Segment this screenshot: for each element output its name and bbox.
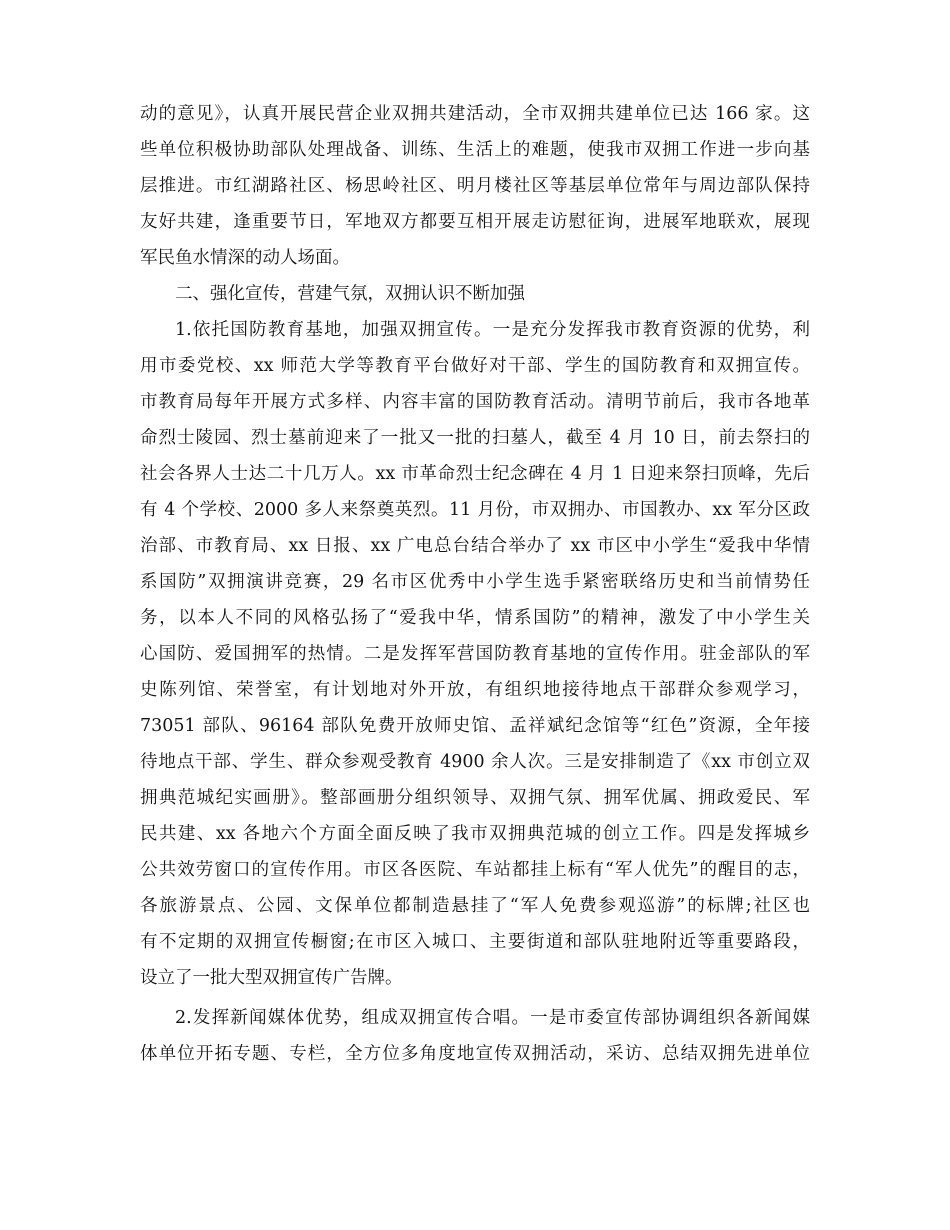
text-line: 1.依托国防教育基地，加强双拥宣传。一是充分发挥我市教育资源的优势，利 bbox=[175, 320, 810, 340]
text-line: 用市委党校、xx 师范大学等教育平台做好对干部、学生的国防教育和双拥宣传。 bbox=[140, 356, 810, 376]
text-line: 系国防”双拥演讲竞赛，29 名市区优秀中小学生选手紧密联络历史和当前情势任 bbox=[140, 572, 810, 592]
text-line: 民共建、xx 各地六个方面全面反映了我市双拥典范城的创立工作。四是发挥城乡 bbox=[140, 824, 810, 844]
text-line: 军民鱼水情深的动人场面。 bbox=[140, 248, 350, 268]
text-line: 体单位开拓专题、专栏，全方位多角度地宣传双拥活动，采访、总结双拥先进单位 bbox=[140, 1044, 810, 1064]
document-body bbox=[140, 96, 810, 1072]
text-line: 动的意见》，认真开展民营企业双拥共建活动，全市双拥共建单位已达 166 家。这 bbox=[140, 104, 810, 124]
text-line: 友好共建，逢重要节日，军地双方都要互相开展走访慰征询，进展军地联欢，展现 bbox=[140, 212, 810, 232]
text-line: 各旅游景点、公园、文保单位都制造悬挂了“军人免费参观巡游”的标牌;社区也 bbox=[140, 896, 810, 916]
text-line: 命烈士陵园、烈士墓前迎来了一批又一批的扫墓人，截至 4 月 10 日，前去祭扫的 bbox=[140, 428, 810, 448]
text-line: 公共效劳窗口的宣传作用。市区各医院、车站都挂上标有“军人优先”的醒目的志， bbox=[140, 860, 810, 880]
text-line: 待地点干部、学生、群众参观受教育 4900 余人次。三是安排制造了《xx 市创立双 bbox=[140, 752, 810, 772]
text-line: 有不定期的双拥宣传橱窗;在市区入城口、主要街道和部队驻地附近等重要路段， bbox=[140, 932, 810, 952]
text-line: 有 4 个学校、2000 多人来祭奠英烈。11 月份，市双拥办、市国教办、xx 军分区政 bbox=[140, 500, 810, 520]
section-heading: 二、强化宣传，营建气氛，双拥认识不断加强 bbox=[175, 284, 525, 304]
text-line: 史陈列馆、荣誉室，有计划地对外开放，有组织地接待地点干部群众参观学习， bbox=[140, 680, 810, 700]
text-line: 心国防、爱国拥军的热情。二是发挥军营国防教育基地的宣传作用。驻金部队的军 bbox=[140, 644, 810, 664]
text-line: 2.发挥新闻媒体优势，组成双拥宣传合唱。一是市委宣传部协调组织各新闻媒 bbox=[175, 1008, 810, 1028]
text-line: 73051 部队、96164 部队免费开放师史馆、孟祥斌纪念馆等“红色”资源，全年接 bbox=[140, 716, 810, 736]
text-line: 市教育局每年开展方式多样、内容丰富的国防教育活动。清明节前后，我市各地革 bbox=[140, 392, 810, 412]
text-line: 务，以本人不同的风格弘扬了“爱我中华，情系国防”的精神，激发了中小学生关 bbox=[140, 608, 810, 628]
text-line: 设立了一批大型双拥宣传广告牌。 bbox=[140, 968, 403, 988]
text-line: 社会各界人士达二十几万人。xx 市革命烈士纪念碑在 4 月 1 日迎来祭扫顶峰，先后 bbox=[140, 464, 810, 484]
text-line: 拥典范城纪实画册》。整部画册分组织领导、双拥气氛、拥军优属、拥政爱民、军 bbox=[140, 788, 810, 808]
text-line: 些单位积极协助部队处理战备、训练、生活上的难题，使我市双拥工作进一步向基 bbox=[140, 140, 810, 160]
text-line: 治部、市教育局、xx 日报、xx 广电总台结合举办了 xx 市区中小学生“爱我中华情 bbox=[140, 536, 810, 556]
text-line: 层推进。市红湖路社区、杨思岭社区、明月楼社区等基层单位常年与周边部队保持 bbox=[140, 176, 810, 196]
